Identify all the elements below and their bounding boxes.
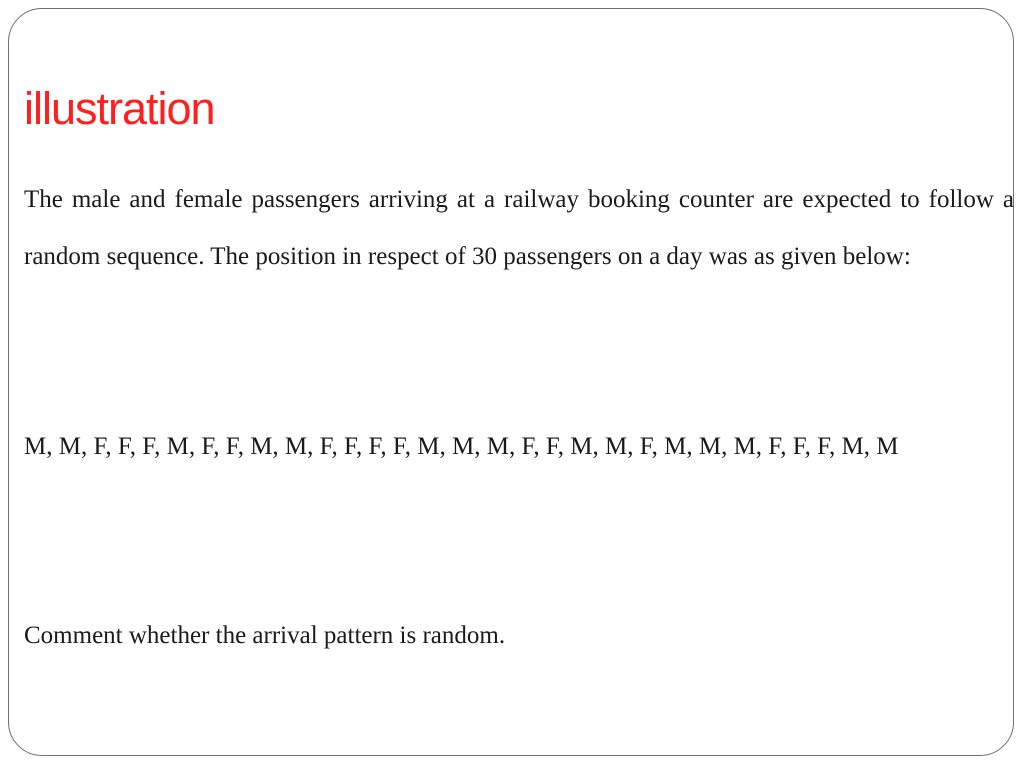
- slide-title: illustration: [24, 83, 215, 134]
- question-paragraph: Comment whether the arrival pattern is random.: [24, 622, 506, 649]
- sequence-paragraph: M, M, F, F, F, M, F, F, M, M, F, F, F, F, M, M, M, F, F, M, M, F, M, M, M, F, F, F, M, M: [24, 433, 899, 460]
- intro-paragraph: The male and female passengers arriving at a railway booking counter are expected to follow a random sequence. The position in respect of 30 passengers on a day was as given below:: [24, 186, 1014, 270]
